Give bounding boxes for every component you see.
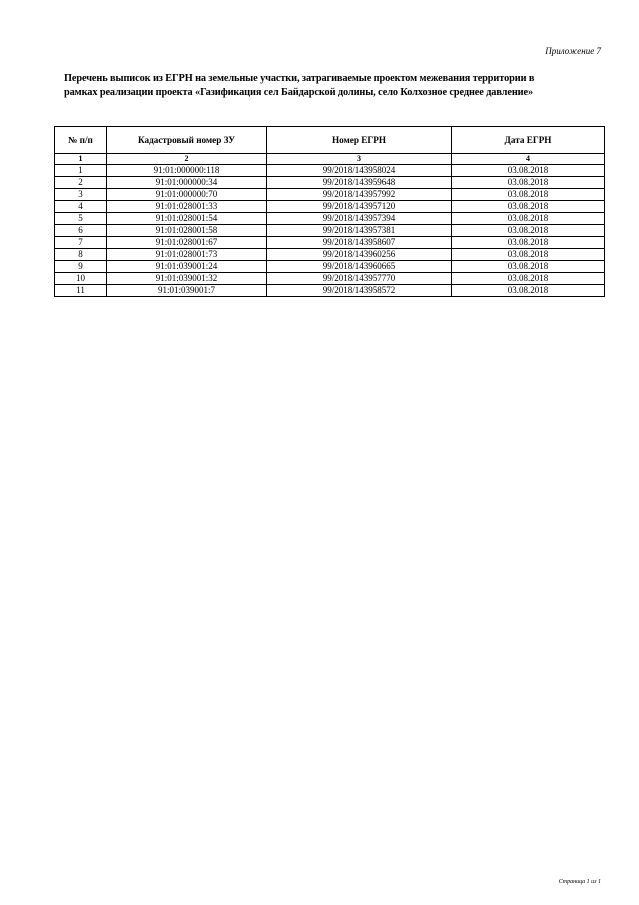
cell-egrn-date: 03.08.2018 <box>452 237 605 249</box>
cell-row-number: 9 <box>55 261 107 273</box>
table-row <box>55 249 605 261</box>
table-row <box>55 177 605 189</box>
table-row <box>55 213 605 225</box>
cell-row-number: 2 <box>55 177 107 189</box>
cell-cadastral-number: 91:01:028001:67 <box>107 237 267 249</box>
egrn-extracts-table <box>54 126 605 297</box>
cell-cadastral-number: 91:01:039001:32 <box>107 273 267 285</box>
cell-egrn-date: 03.08.2018 <box>452 285 605 297</box>
cell-cadastral-number: 91:01:028001:33 <box>107 201 267 213</box>
cell-row-number: 3 <box>55 189 107 201</box>
table-row <box>55 225 605 237</box>
cell-row-number: 6 <box>55 225 107 237</box>
table-row <box>55 273 605 285</box>
table-row <box>55 189 605 201</box>
cell-egrn-number: 99/2018/143957381 <box>267 225 452 237</box>
cell-cadastral-number: 91:01:039001:7 <box>107 285 267 297</box>
cell-egrn-number: 99/2018/143957120 <box>267 201 452 213</box>
cell-cadastral-number: 91:01:028001:54 <box>107 213 267 225</box>
column-number: 4 <box>452 154 605 165</box>
cell-egrn-number: 99/2018/143960665 <box>267 261 452 273</box>
cell-egrn-number: 99/2018/143959648 <box>267 177 452 189</box>
header-cadastral-number: Кадастровый номер ЗУ <box>107 127 267 154</box>
column-number: 3 <box>267 154 452 165</box>
cell-egrn-date: 03.08.2018 <box>452 189 605 201</box>
cell-row-number: 1 <box>55 165 107 177</box>
table-header-row <box>55 127 605 154</box>
cell-row-number: 7 <box>55 237 107 249</box>
cell-cadastral-number: 91:01:028001:73 <box>107 249 267 261</box>
cell-row-number: 5 <box>55 213 107 225</box>
table-row <box>55 165 605 177</box>
cell-egrn-date: 03.08.2018 <box>452 177 605 189</box>
cell-egrn-date: 03.08.2018 <box>452 213 605 225</box>
cell-egrn-number: 99/2018/143960256 <box>267 249 452 261</box>
cell-cadastral-number: 91:01:039001:24 <box>107 261 267 273</box>
page-footer: Страница 1 из 1 <box>558 879 601 885</box>
document-title <box>64 72 604 100</box>
cell-row-number: 11 <box>55 285 107 297</box>
cell-row-number: 10 <box>55 273 107 285</box>
cell-egrn-number: 99/2018/143958607 <box>267 237 452 249</box>
table-row <box>55 201 605 213</box>
column-number: 1 <box>55 154 107 165</box>
cell-egrn-date: 03.08.2018 <box>452 165 605 177</box>
cell-cadastral-number: 91:01:000000:70 <box>107 189 267 201</box>
cell-cadastral-number: 91:01:000000:34 <box>107 177 267 189</box>
cell-egrn-number: 99/2018/143957770 <box>267 273 452 285</box>
cell-egrn-date: 03.08.2018 <box>452 273 605 285</box>
header-egrn-date: Дата ЕГРН <box>452 127 605 154</box>
cell-egrn-number: 99/2018/143957394 <box>267 213 452 225</box>
table-row <box>55 285 605 297</box>
header-row-number: № п/п <box>55 127 107 154</box>
cell-egrn-date: 03.08.2018 <box>452 201 605 213</box>
header-egrn-number: Номер ЕГРН <box>267 127 452 154</box>
table-row <box>55 261 605 273</box>
table-column-numbers-row <box>55 154 605 165</box>
cell-row-number: 8 <box>55 249 107 261</box>
cell-egrn-date: 03.08.2018 <box>452 249 605 261</box>
document-title-line-1: Перечень выписок из ЕГРН на земельные участки, затрагиваемые проектом межевания территории в <box>64 73 535 84</box>
cell-egrn-date: 03.08.2018 <box>452 261 605 273</box>
cell-egrn-number: 99/2018/143958572 <box>267 285 452 297</box>
cell-cadastral-number: 91:01:000000:118 <box>107 165 267 177</box>
cell-row-number: 4 <box>55 201 107 213</box>
column-number: 2 <box>107 154 267 165</box>
cell-egrn-number: 99/2018/143957992 <box>267 189 452 201</box>
document-title-line-2: рамках реализации проекта «Газификация сел Байдарской долины, село Колхозное среднее давление» <box>64 87 534 98</box>
appendix-label: Приложение 7 <box>545 46 601 56</box>
table-row <box>55 237 605 249</box>
cell-egrn-number: 99/2018/143958024 <box>267 165 452 177</box>
cell-egrn-date: 03.08.2018 <box>452 225 605 237</box>
cell-cadastral-number: 91:01:028001:58 <box>107 225 267 237</box>
